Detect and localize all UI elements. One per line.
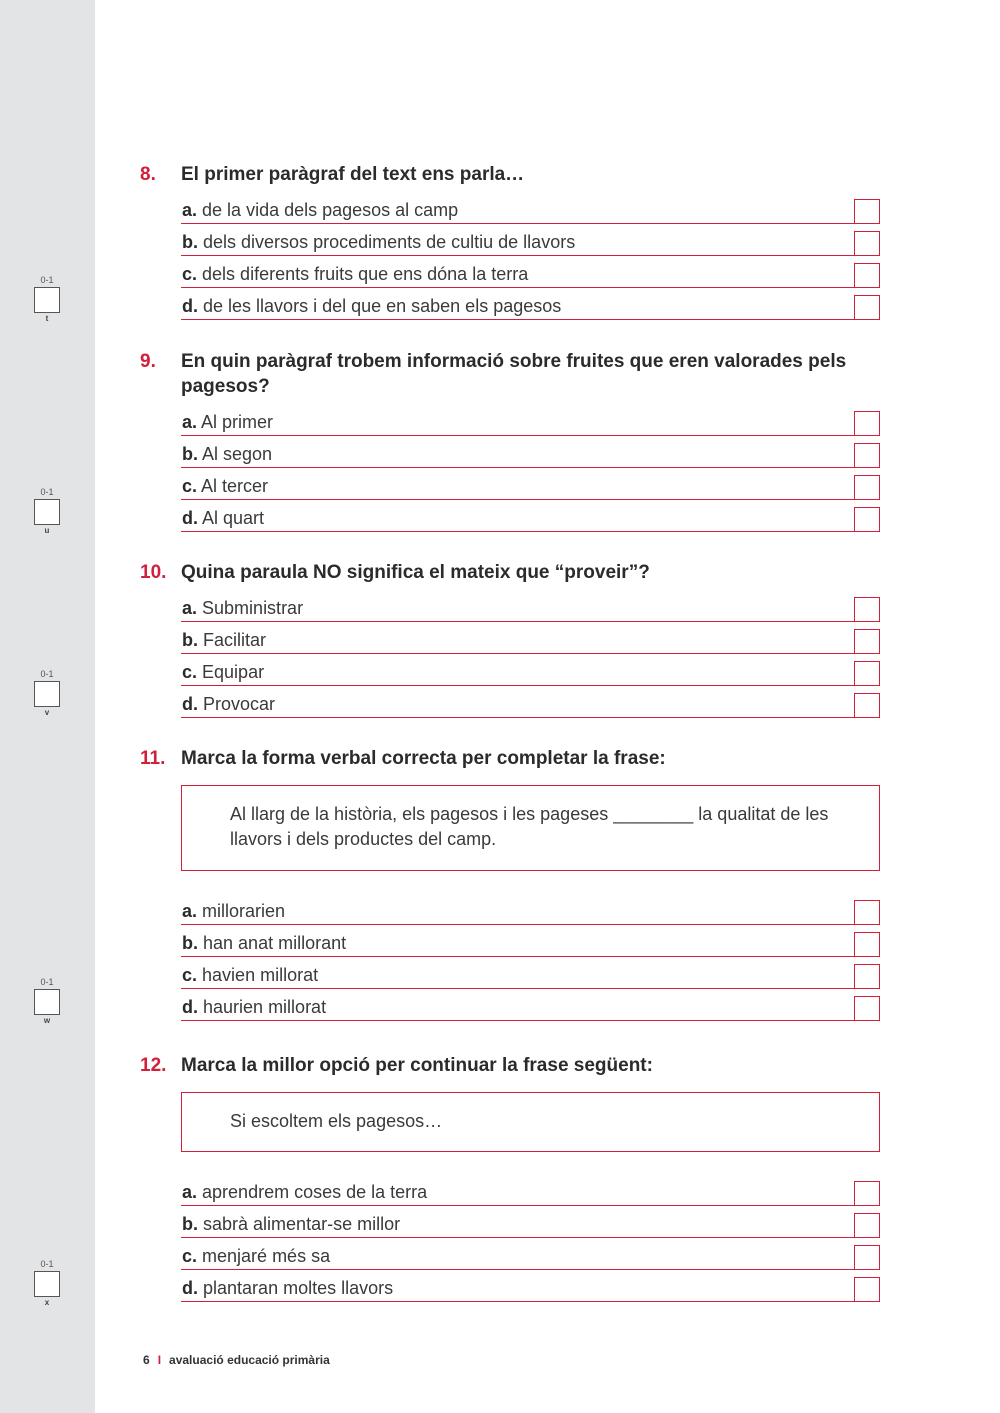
score-input[interactable] — [34, 287, 60, 313]
score-range: 0-1 — [40, 487, 54, 497]
question-number: 8. — [140, 164, 156, 185]
option-row[interactable] — [181, 500, 880, 532]
answer-checkbox[interactable] — [854, 411, 880, 436]
option-text: Provocar — [203, 694, 276, 714]
option-text: Al primer — [201, 412, 274, 432]
option-letter: b. — [182, 630, 198, 650]
answer-checkbox[interactable] — [854, 661, 880, 686]
option-letter: a. — [182, 200, 198, 220]
option-letter: c. — [182, 264, 198, 284]
question-heading — [140, 162, 880, 187]
answer-checkbox[interactable] — [854, 693, 880, 718]
score-input[interactable] — [34, 989, 60, 1015]
score-box-t — [33, 275, 61, 324]
option-row[interactable] — [181, 1174, 880, 1206]
answer-checkbox[interactable] — [854, 900, 880, 925]
question-heading — [140, 560, 880, 585]
option-row[interactable] — [181, 1206, 880, 1238]
option-row[interactable] — [181, 686, 880, 718]
option-letter: c. — [182, 662, 198, 682]
answer-checkbox[interactable] — [854, 1277, 880, 1302]
question-number: 12. — [140, 1055, 167, 1076]
question-number: 11. — [140, 748, 166, 769]
option-list — [181, 893, 880, 1021]
question-text: En quin paràgraf trobem informació sobre fruites que eren valorades pels pagesos? — [181, 351, 847, 397]
answer-checkbox[interactable] — [854, 964, 880, 989]
option-letter: b. — [182, 933, 198, 953]
question-8 — [140, 162, 880, 320]
option-text: dels diferents fruits que ens dóna la terra — [202, 264, 529, 284]
score-letter: u — [44, 526, 50, 535]
option-row[interactable] — [181, 1238, 880, 1270]
question-11 — [140, 746, 880, 1021]
answer-checkbox[interactable] — [854, 443, 880, 468]
option-row[interactable] — [181, 925, 880, 957]
option-text: Al segon — [202, 444, 273, 464]
question-number: 10. — [140, 562, 167, 583]
option-letter: d. — [182, 997, 198, 1017]
answer-checkbox[interactable] — [854, 475, 880, 500]
footer-title: avaluació educació primària — [169, 1353, 330, 1367]
option-text: han anat millorant — [203, 933, 347, 953]
option-text: havien millorat — [202, 965, 319, 985]
option-letter: b. — [182, 1214, 198, 1234]
option-row[interactable] — [181, 256, 880, 288]
score-box-w — [33, 977, 61, 1026]
option-row[interactable] — [181, 957, 880, 989]
option-text: de les llavors i del que en saben els pagesos — [203, 296, 562, 316]
question-text: Marca la forma verbal correcta per completar la frase: — [181, 748, 666, 769]
sentence-text: Al llarg de la història, els pagesos i les pageses ________ la qualitat de les llavors i dels productes del camp. — [230, 804, 829, 849]
answer-checkbox[interactable] — [854, 263, 880, 288]
answer-checkbox[interactable] — [854, 231, 880, 256]
score-box-v — [33, 669, 61, 718]
option-row[interactable] — [181, 224, 880, 256]
answer-checkbox[interactable] — [854, 996, 880, 1021]
score-input[interactable] — [34, 681, 60, 707]
option-text: dels diversos procediments de cultiu de llavors — [203, 232, 576, 252]
option-list — [181, 404, 880, 532]
option-text: haurien millorat — [203, 997, 327, 1017]
option-text: millorarien — [202, 901, 286, 921]
option-letter: a. — [182, 1182, 198, 1202]
answer-checkbox[interactable] — [854, 1213, 880, 1238]
score-range: 0-1 — [40, 275, 54, 285]
option-text: menjaré més sa — [202, 1246, 331, 1266]
answer-checkbox[interactable] — [854, 932, 880, 957]
question-text: El primer paràgraf del text ens parla… — [181, 164, 525, 185]
option-row[interactable] — [181, 654, 880, 686]
option-letter: d. — [182, 1278, 198, 1298]
option-text: Al quart — [202, 508, 265, 528]
option-row[interactable] — [181, 590, 880, 622]
score-letter: v — [44, 708, 50, 717]
score-box-u — [33, 487, 61, 536]
option-letter: c. — [182, 476, 198, 496]
option-letter: a. — [182, 901, 198, 921]
footer-separator: I — [157, 1353, 162, 1367]
answer-checkbox[interactable] — [854, 629, 880, 654]
question-text: Quina paraula NO significa el mateix que “proveir”? — [181, 562, 650, 583]
answer-checkbox[interactable] — [854, 1245, 880, 1270]
answer-checkbox[interactable] — [854, 507, 880, 532]
option-list — [181, 1174, 880, 1302]
option-letter: c. — [182, 965, 198, 985]
score-range: 0-1 — [40, 669, 54, 679]
option-row[interactable] — [181, 436, 880, 468]
option-row[interactable] — [181, 192, 880, 224]
option-row[interactable] — [181, 1270, 880, 1302]
option-row[interactable] — [181, 404, 880, 436]
sentence-text: Si escoltem els pagesos… — [230, 1111, 443, 1131]
option-letter: d. — [182, 694, 198, 714]
option-row[interactable] — [181, 288, 880, 320]
option-letter: b. — [182, 444, 198, 464]
question-number: 9. — [140, 351, 156, 372]
option-text: aprendrem coses de la terra — [202, 1182, 428, 1202]
sentence-box — [181, 1092, 880, 1152]
question-heading — [140, 349, 880, 399]
sentence-box — [181, 785, 880, 871]
score-letter: t — [45, 314, 49, 323]
option-text: Al tercer — [201, 476, 269, 496]
question-heading — [140, 1053, 880, 1078]
option-letter: a. — [182, 412, 198, 432]
option-text: sabrà alimentar-se millor — [203, 1214, 401, 1234]
answer-checkbox[interactable] — [854, 597, 880, 622]
option-text: Equipar — [202, 662, 265, 682]
option-row[interactable] — [181, 893, 880, 925]
answer-checkbox[interactable] — [854, 199, 880, 224]
page-footer — [143, 1353, 330, 1367]
option-text: de la vida dels pagesos al camp — [202, 200, 459, 220]
option-letter: a. — [182, 598, 198, 618]
option-letter: b. — [182, 232, 198, 252]
option-letter: d. — [182, 296, 198, 316]
score-range: 0-1 — [40, 977, 54, 987]
question-10 — [140, 560, 880, 718]
score-input[interactable] — [34, 499, 60, 525]
score-range: 0-1 — [40, 1259, 54, 1269]
option-row[interactable] — [181, 989, 880, 1021]
answer-checkbox[interactable] — [854, 1181, 880, 1206]
option-row[interactable] — [181, 468, 880, 500]
score-input[interactable] — [34, 1271, 60, 1297]
option-text: Subministrar — [202, 598, 304, 618]
option-row[interactable] — [181, 622, 880, 654]
option-text: plantaran moltes llavors — [203, 1278, 394, 1298]
score-letter: w — [43, 1016, 51, 1025]
option-text: Facilitar — [203, 630, 267, 650]
option-letter: c. — [182, 1246, 198, 1266]
question-heading — [140, 746, 880, 771]
question-9 — [140, 349, 880, 532]
option-list — [181, 192, 880, 320]
question-text: Marca la millor opció per continuar la frase següent: — [181, 1055, 653, 1076]
option-list — [181, 590, 880, 718]
score-box-x — [33, 1259, 61, 1308]
page-number: 6 — [143, 1353, 150, 1367]
option-letter: d. — [182, 508, 198, 528]
score-letter: x — [44, 1298, 50, 1307]
question-12 — [140, 1053, 880, 1302]
answer-checkbox[interactable] — [854, 295, 880, 320]
